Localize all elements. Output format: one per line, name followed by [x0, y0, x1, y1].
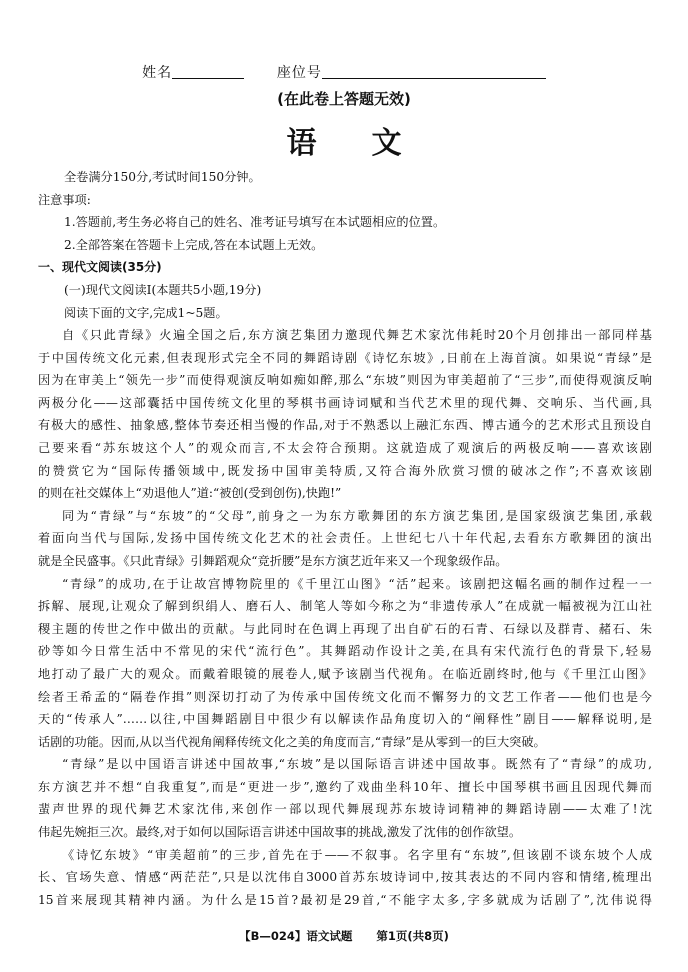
- passage-line: 自《只此青绿》火遍全国之后,东方演艺集团力邀现代舞艺术家沈伟耗时20个月创排出一部同样基: [62, 328, 652, 342]
- subsection-heading: (一)现代文阅读Ⅰ(本题共5小题,19分): [64, 282, 262, 297]
- passage-line: 着面向当代与国际,发扬中国传统文化艺术的社会责任。上世纪七八十年代起,去看东方歌舞团的演出: [38, 531, 652, 546]
- note-item: 2.全部答案在答题卡上完成,答在本试题上无效。: [64, 237, 324, 252]
- passage-line: 话剧的功能。因而,从以当代视角阐释传统文化之美的角度而言,“青绿”是从零到一的巨大突破。: [38, 734, 546, 749]
- answer-notice: (在此卷上答题无效): [277, 90, 411, 108]
- passage-line: 15首来展现其精神内涵。为什么是15首?最初是29首,“不能字太多,字多就成为话剧了”,沈伟说得: [38, 892, 652, 907]
- page-number: 第1页(共8页): [376, 929, 449, 943]
- passage-line: 同为“青绿”与“东坡”的“父母”,前身之一为东方歌舞团的东方演艺集团,是国家级演艺集团,承载: [62, 508, 652, 523]
- reading-passage: [38, 324, 652, 911]
- page-title: 语文: [286, 126, 457, 161]
- note-item: 1.答题前,考生务必将自己的姓名、准考证号填写在本试题相应的位置。: [64, 215, 446, 230]
- exam-info: 全卷满分150分,考试时间150分钟。: [64, 170, 261, 184]
- section-heading: 一、现代文阅读(35分): [38, 260, 162, 275]
- passage-line: 的赞赏它为“国际传播领域中,既发扬中国审美特质,又符合海外欣赏习惯的破冰之作”;不喜欢该剧: [38, 463, 652, 478]
- passage-line: 天的“传承人”……以往,中国舞蹈剧目中很少有以解读作品角度切入的“阐释性”剧目——解释说明,是: [38, 712, 652, 727]
- passage-line: 因为在审美上“领先一步”而使得观演反响如痴如醉,那么“东坡”则因为审美超前了“三步”,而使得观演反响: [38, 373, 652, 388]
- passage-line: 《诗忆东坡》“审美超前”的三步,首先在于——不叙事。名字里有“东坡”,但该剧不谈东坡个人成: [62, 847, 652, 862]
- page-footer: [0, 928, 688, 944]
- name-blank: [172, 64, 244, 79]
- passage-line: 的则在社交媒体上“劝退他人”道:“被创(受到创伤),快跑!”: [38, 486, 342, 501]
- passage-line: 就是全民盛事。《只此青绿》引舞蹈观众“竞折腰”是东方演艺近年来又一个现象级作品。: [38, 553, 508, 568]
- passage-line: 地打动了最广大的观众。而戴着眼镜的展卷人,赋予该剧当代视角。在临近剧终时,他与《千里江山图》: [38, 666, 652, 681]
- passage-line: 砂等如今日常生活中不常见的宋代“流行色”。其舞蹈动作设计之美,在具有宋代流行色的背景下,轻易: [38, 644, 652, 659]
- passage-line: 稷主题的传世之作中做出的贡献。与此同时在色调上再现了出自矿石的石青、石绿以及群青、赭石、朱: [38, 621, 652, 636]
- seat-blank: [322, 64, 546, 79]
- passage-line: 东方演艺并不想“自我重复”,而是“更进一步”,邀约了戏曲坐科10年、擅长中国琴棋书画且因现代舞而: [38, 779, 652, 794]
- passage-line: 两极分化——这部囊括中国传统文化里的琴棋书画诗词赋和当代艺术里的现代舞、交响乐、当代画,具: [38, 395, 652, 410]
- passage-line: 绘者王希孟的“隔卷作揖”则深切打动了为传承中国传统文化而不懈努力的文艺工作者——他们也是今: [38, 689, 652, 704]
- seat-label: 座位号: [276, 65, 322, 81]
- passage-line: “青绿”是以中国语言讲述中国故事,“东坡”是以国际语言讲述中国故事。既然有了“青绿”的成功,: [62, 757, 652, 772]
- passage-line: 长、官场失意、情感“两茫茫”,只是以沈伟自3000首苏东坡诗词中,按其表达的不同内容和情绪,梳理出: [38, 870, 652, 885]
- exam-intro: [38, 166, 652, 324]
- name-label: 姓名: [142, 65, 173, 81]
- passage-line: “青绿”的成功,在于让故宫博物院里的《千里江山图》“活”起来。该剧把这幅名画的制作过程一一: [62, 576, 652, 591]
- exam-code: 【B—024】语文试题: [239, 929, 353, 943]
- candidate-info-line: [0, 62, 688, 82]
- passage-line: 拆解、展现,让观众了解到织绢人、磨石人、制笔人等如今称之为“非遗传承人”在成就一幅被视为江山社: [38, 599, 652, 614]
- passage-line: 于中国传统文化元素,但表现形式完全不同的舞蹈诗剧《诗忆东坡》,日前在上海首演。如果说“青绿”是: [38, 350, 652, 365]
- passage-line: 己要来看“苏东坡这个人”的观众而言,不太会符合预期。这就造成了观演后的两极反响——喜欢该剧: [38, 440, 652, 455]
- notes-heading: 注意事项:: [38, 192, 91, 207]
- passage-line: 有极大的感性、抽象感,整体节奏还相当慢的作品,对于不熟悉以上融汇东西、博古通今的艺术形式且预设自: [38, 418, 652, 433]
- passage-line: 伟起先婉拒三次。最终,对于如何以国际语言讲述中国故事的挑战,激发了沈伟的创作欲望。: [38, 825, 522, 840]
- reading-instruction: 阅读下面的文字,完成1~5题。: [64, 305, 228, 320]
- passage-line: 蜚声世界的现代舞艺术家沈伟,来创作一部以现代舞展现苏东坡诗词精神的舞蹈诗剧——太难了!沈: [38, 802, 652, 817]
